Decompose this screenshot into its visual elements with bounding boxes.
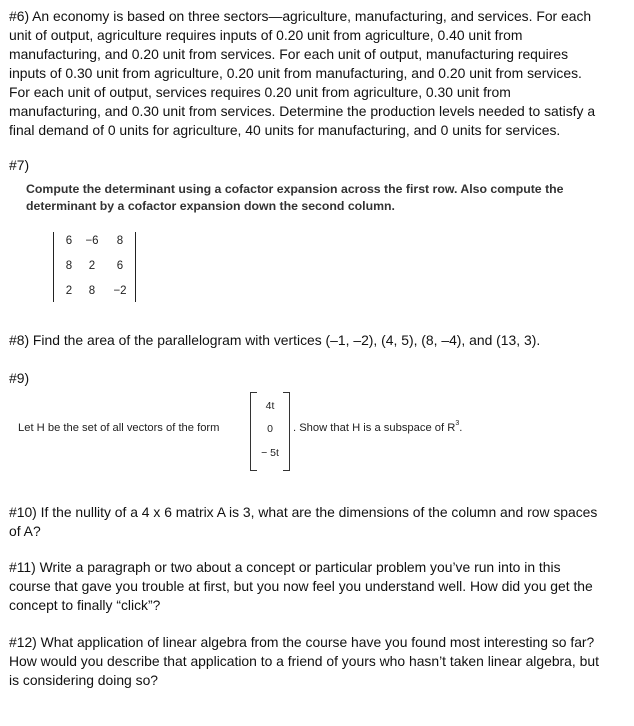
- q9-label: #9): [9, 370, 30, 386]
- matrix-cell: 8: [65, 260, 73, 272]
- q7-line: Compute the determinant using a cofactor expansion across the first row. Also compute the: [26, 182, 564, 196]
- q11-line: concept to finally “click”?: [9, 597, 161, 613]
- q6-line: unit of output, agriculture requires inputs of 0.20 unit from agriculture, 0.40 unit from: [9, 27, 523, 43]
- determinant-matrix: [53, 232, 136, 302]
- matrix-cell: 6: [65, 235, 73, 247]
- q12-line: How would you describe that application to a friend of yours who hasn’t taken linear algebra, but: [9, 653, 599, 669]
- q9-statement: . Show that H is a subspace of R: [293, 422, 456, 434]
- matrix-cell: 2: [88, 260, 96, 272]
- superscript: 3: [455, 420, 460, 427]
- question-12: [9, 633, 621, 690]
- right-bracket: [283, 392, 290, 471]
- matrix-row: [54, 260, 135, 276]
- q6-line: #6) An economy is based on three sectors—agriculture, manufacturing, and services. For each: [9, 8, 592, 24]
- q7-line: determinant by a cofactor expansion down the second column.: [26, 199, 395, 213]
- q11-line: course that gave you trouble at first, but you now feel you understand well. How did you get the: [9, 578, 593, 594]
- q9-left-text: Let H be the set of all vectors of the form: [18, 422, 220, 434]
- q6-line: manufacturing, and 0.30 unit from services. Determine the production levels needed to satisfy a: [9, 103, 596, 119]
- q6-line: manufacturing, and 0.20 unit from services. For each unit of output, manufacturing requires: [9, 46, 569, 62]
- q10-line: #10) If the nullity of a 4 x 6 matrix A is 3, what are the dimensions of the column and row spaces: [9, 504, 598, 520]
- matrix-row: [54, 235, 135, 251]
- q12-line: is considering doing so?: [9, 672, 159, 688]
- vector-entry: 0: [267, 423, 273, 435]
- q6-line: final demand of 0 units for agriculture, 40 units for manufacturing, and 0 units for services.: [9, 122, 561, 138]
- q9-right-text: [293, 422, 462, 434]
- matrix-cell: −2: [113, 285, 127, 297]
- matrix-cell: 8: [88, 285, 96, 297]
- column-vector: [250, 392, 290, 469]
- q12-line: #12) What application of linear algebra from the course have you found most interesting so far?: [9, 634, 595, 650]
- question-6: [9, 7, 621, 140]
- question-10: [9, 503, 621, 541]
- q11-line: #11) Write a paragraph or two about a concept or particular problem you’ve run into in this: [9, 559, 561, 575]
- period: .: [459, 422, 463, 434]
- question-11: [9, 558, 621, 615]
- question-8: #8) Find the area of the parallelogram with vertices (–1, –2), (4, 5), (8, –4), and (13, 3).: [9, 332, 541, 348]
- matrix-cell: 6: [116, 260, 124, 272]
- vector-entry: 4t: [265, 400, 275, 412]
- matrix-cell: −6: [85, 235, 99, 247]
- matrix-cell: 8: [116, 235, 124, 247]
- q6-line: inputs of 0.30 unit from agriculture, 0.20 unit from manufacturing, and 0.20 unit from services.: [9, 65, 582, 81]
- q10-line: of A?: [9, 523, 41, 539]
- q7-instructions: [26, 181, 606, 215]
- q6-line: For each unit of output, services requires 0.20 unit from agriculture, 0.30 unit from: [9, 84, 511, 100]
- vector-entry: − 5t: [261, 447, 279, 459]
- matrix-row: [54, 285, 135, 301]
- q7-label: #7): [9, 157, 30, 173]
- matrix-cell: 2: [65, 285, 73, 297]
